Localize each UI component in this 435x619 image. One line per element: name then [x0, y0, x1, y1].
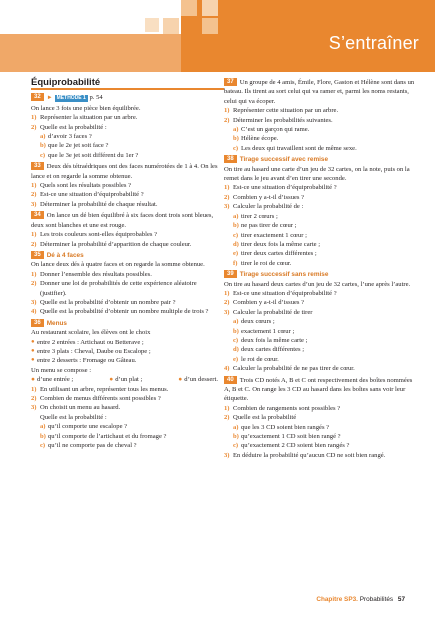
exercise-number: 38 — [224, 155, 237, 163]
exercise-statement: On lance un dé bien équilibré à six faces dont trois sont bleues, deux sont blanches et une est rouge. — [31, 212, 214, 229]
bullet-text: d’une entrée ; — [36, 376, 74, 384]
question-text: Est-ce une situation d’équiprobabilité ? — [40, 191, 144, 199]
exercise-34 — [31, 211, 224, 249]
exercise-statement: Trois CD notés A, B et C ont respectivement des boîtes nommées A, B et C. On range les 3 CD au hasard dans les boîtes sans voir leur étiquette. — [224, 376, 413, 403]
question-text: tirer le roi de cœur. — [241, 259, 292, 267]
exercise-36 — [31, 319, 224, 451]
exercise-statement: On lance 3 fois une pièce bien équilibrée. — [31, 104, 141, 112]
question-text: deux fois la même carte ; — [241, 336, 308, 344]
exercise-32 — [31, 93, 224, 160]
bullet-text: d’un dessert. — [184, 376, 218, 384]
sub-question: a) tirer 2 cœurs ; — [233, 212, 278, 220]
bullet-icon: ● — [31, 338, 35, 345]
arrow-right-icon: ► — [46, 95, 53, 102]
question-text: tirer deux fois la même carte ; — [241, 240, 321, 248]
question-text: Quels sont les résultats possibles ? — [40, 182, 132, 190]
sub-question: a) deux cœurs ; — [233, 318, 275, 326]
section-title: Équiprobabilité — [31, 78, 224, 90]
chapter-title: Probabilités — [359, 596, 394, 603]
right-column — [224, 78, 417, 460]
question: 2) Combien y a-t-il d’issues ? — [224, 193, 305, 201]
exercise-33 — [31, 162, 224, 209]
question-text: Est-ce une situation d’équiprobabilité ? — [233, 184, 337, 192]
bullet-icon: ● — [31, 347, 35, 354]
exercise-number: 40 — [224, 376, 237, 384]
sub-question: e) tirer deux cartes différentes ; — [233, 250, 317, 258]
sub-question: c) Les deux qui travaillent sont de même sexe. — [233, 144, 357, 152]
exercise-number: 35 — [31, 251, 44, 259]
sub-question: b) qu’il comporte de l’artichaut et du fromage ? — [40, 432, 167, 440]
question: 2) Est-ce une situation d’équiprobabilité ? — [31, 191, 144, 199]
exercise-statement: Un groupe de 4 amis, Émile, Flore, Gaston et Hélène sont dans un bateau. Ils tirent au sort celui qui va ramer et, parmi les noms restants, celui qui va écoper. — [224, 79, 415, 105]
question-text: Hélène écope. — [241, 135, 279, 143]
exercise-statement: Deux dés tétraédriques ont des faces numérotées de 1 à 4. On les lance et on regarde la somme obtenue. — [31, 163, 218, 180]
question-text: Est-ce une situation d’équiprobabilité ? — [233, 289, 337, 297]
question: 3) Calculer la probabilité de tirer — [224, 308, 313, 316]
question: 3) Déterminer la probabilité de chaque résultat. — [31, 200, 158, 208]
exercise-statement: On lance deux dés à quatre faces et on regarde la somme obtenue. — [31, 261, 205, 269]
page-header — [0, 0, 435, 72]
method-link[interactable]: MÉTHODE 1 — [56, 95, 86, 102]
question-text: tirer deux cartes différentes ; — [241, 250, 317, 258]
question-text: qu’exactement 1 CD soit bien rangé ? — [241, 433, 341, 441]
sub-question: c) deux fois la même carte ; — [233, 336, 308, 344]
question-text: d’avoir 3 faces ? — [48, 133, 92, 141]
exercise-number: 32 — [31, 93, 44, 101]
question: 3) En déduire la probabilité qu’aucun CD ne soit bien rangé. — [224, 451, 386, 459]
sub-question: b) Hélène écope. — [233, 135, 279, 143]
bullet-text: d’un plat ; — [115, 376, 143, 384]
question-text: Quelle est la probabilité d’obtenir un nombre multiple de trois ? — [40, 308, 209, 316]
exercise-38 — [224, 155, 417, 268]
question: 1) Donner l’ensemble des résultats possibles. — [31, 270, 152, 278]
question: 4) Calculer la probabilité de ne pas tirer de cœur. — [224, 365, 355, 373]
question-text: Combien y a-t-il d’issues ? — [233, 299, 305, 307]
question: 2) Quelle est la probabilité — [224, 414, 297, 422]
sub-question: c) tirer exactement 1 cœur ; — [233, 231, 307, 239]
bullet-icon: ● — [109, 376, 114, 384]
question-text: Les trois couleurs sont-elles équiprobables ? — [40, 231, 158, 239]
question-text: Calculer la probabilité de tirer — [233, 308, 313, 316]
exercise-statement: On tire au hasard deux cartes d’un jeu de 32 cartes, l’une après l’autre. — [224, 280, 411, 288]
page-number: 57 — [397, 596, 405, 603]
question-text: que les 3 CD soient bien rangés ? — [241, 423, 330, 431]
chapter-label: Chapitre SP3. — [316, 596, 358, 603]
exercise-number: 37 — [224, 78, 237, 86]
question: 4) Quelle est la probabilité d’obtenir un nombre multiple de trois ? — [31, 308, 209, 316]
exercise-title: Tirage successif sans remise — [239, 271, 329, 279]
question-text: Calculer la probabilité de ne pas tirer de cœur. — [233, 365, 355, 373]
decor-square — [181, 0, 197, 16]
exercise-39 — [224, 270, 417, 373]
bullet-row — [31, 375, 224, 384]
exercise-number: 34 — [31, 211, 44, 219]
question: 1) Représenter la situation par un arbre. — [31, 114, 138, 122]
question-text: tirer 2 cœurs ; — [241, 212, 278, 220]
exercise-37 — [224, 78, 417, 153]
decor-square — [202, 0, 218, 16]
question: 2) Déterminer la probabilité d’apparition de chaque couleur. — [31, 240, 192, 248]
sub-question: b) ne pas tirer de cœur ; — [233, 222, 297, 230]
sub-question: c) que le 3e jet soit différent du 1er ? — [40, 151, 139, 159]
question: 3) On choisit un menu au hasard. — [31, 404, 121, 412]
sub-question: f) tirer le roi de cœur. — [233, 259, 292, 267]
exercise-number: 39 — [224, 270, 237, 278]
question-text: Représenter cette situation par un arbre. — [233, 107, 339, 115]
left-column — [31, 78, 224, 450]
exercise-title: Menus — [46, 319, 67, 327]
question-text: Quelle est la probabilité d’obtenir un nombre pair ? — [40, 298, 176, 306]
question-text: Déterminer la probabilité d’apparition de chaque couleur. — [40, 240, 192, 248]
question-text: Donner l’ensemble des résultats possibles. — [40, 270, 152, 278]
exercise-statement: Un menu se compose : — [31, 366, 92, 374]
question-text: En utilisant un arbre, représenter tous les menus. — [40, 385, 169, 393]
question-text: Donner une loi de probabilités de cette expérience aléatoire (justifier). — [40, 280, 197, 297]
question-text: qu’il ne comporte pas de cheval ? — [48, 442, 137, 450]
question-text: Calculer la probabilité de : — [233, 203, 304, 211]
bullet-item — [31, 356, 224, 365]
sub-question: b) que le 2e jet soit face ? — [40, 142, 109, 150]
bullet-icon: ● — [31, 376, 35, 384]
exercise-statement: Au restaurant scolaire, les élèves ont le choix — [31, 329, 151, 337]
sub-question: d) tirer deux fois la même carte ; — [233, 240, 321, 248]
question-text: Déterminer la probabilité de chaque résultat. — [40, 200, 158, 208]
exercise-number: 36 — [31, 319, 44, 327]
question-text: tirer exactement 1 cœur ; — [241, 231, 307, 239]
question: 2) Quelle est la probabilité : — [31, 123, 107, 131]
sub-question: a) que les 3 CD soient bien rangés ? — [233, 423, 330, 431]
question: 1) Quels sont les résultats possibles ? — [31, 182, 132, 190]
question-text: Combien y a-t-il d’issues ? — [233, 193, 305, 201]
exercise-35 — [31, 251, 224, 317]
decor-square — [163, 18, 179, 34]
question: 3) Calculer la probabilité de : — [224, 203, 304, 211]
question-text: On choisit un menu au hasard. — [40, 404, 121, 412]
sub-question: c) qu’il ne comporte pas de cheval ? — [40, 442, 137, 450]
method-page: p. 54 — [89, 94, 103, 102]
bullet-item — [31, 347, 224, 356]
question-text: Représenter la situation par un arbre. — [40, 114, 138, 122]
question: 1) Est-ce une situation d’équiprobabilité ? — [224, 289, 337, 297]
bullet-item — [31, 338, 224, 347]
page-title: S’entraîner — [328, 33, 419, 53]
exercise-title: Dé à 4 faces — [46, 251, 84, 259]
bullet-icon: ● — [31, 357, 35, 364]
question-text: que le 2e jet soit face ? — [48, 142, 109, 150]
exercise-statement: On tire au hasard une carte d’un jeu de 32 cartes, on la note, puis on la remet dans le jeu avant d’en tirer une seconde. — [224, 165, 410, 183]
question-text: deux cartes différentes ; — [241, 346, 305, 354]
question: 1) En utilisant un arbre, représenter tous les menus. — [31, 385, 169, 393]
question: 2) Donner une loi de probabilités de cette expérience aléatoire (justifier). — [31, 279, 224, 298]
sub-question: b) qu’exactement 1 CD soit bien rangé ? — [233, 433, 341, 441]
sub-question: a) qu’il comporte une escalope ? — [40, 423, 128, 431]
question-text: ne pas tirer de cœur ; — [241, 222, 297, 230]
decor-square — [202, 18, 218, 34]
sub-question: c) qu’exactement 2 CD soient bien rangés ? — [233, 442, 350, 450]
exercise-title: Tirage successif avec remise — [239, 156, 329, 164]
question-text: exactement 1 cœur ; — [241, 327, 295, 335]
question-text: Combien de menus différents sont possibles ? — [40, 395, 161, 402]
question-text: Les deux qui travaillent sont de même sexe. — [241, 144, 357, 152]
question: 2) Combien y a-t-il d’issues ? — [224, 299, 305, 307]
question-text: Déterminer les probabilités suivantes. — [233, 116, 333, 124]
question: 2) Déterminer les probabilités suivantes. — [224, 116, 333, 124]
question-text: Quelle est la probabilité : — [40, 123, 107, 131]
question-text: qu’il comporte de l’artichaut et du fromage ? — [48, 432, 167, 440]
question: 1) Représenter cette situation par un arbre. — [224, 107, 339, 115]
bullet-icon: ● — [178, 376, 183, 384]
bullet-text: entre 2 desserts : Fromage ou Gâteau. — [37, 357, 137, 365]
question-text: deux cœurs ; — [241, 318, 275, 326]
sub-question: a) d’avoir 3 faces ? — [40, 133, 92, 141]
sub-question: d) deux cartes différentes ; — [233, 346, 305, 354]
question-text: qu’exactement 2 CD soient bien rangés ? — [241, 442, 350, 450]
sub-question: b) exactement 1 cœur ; — [233, 327, 295, 335]
question: 2) Combien de menus différents sont possibles ? — [31, 395, 161, 402]
exercise-40 — [224, 376, 417, 461]
question-text: Combien de rangements sont possibles ? — [233, 404, 341, 412]
sub-question: a) C’est un garçon qui rame. — [233, 126, 310, 134]
question: 1) Combien de rangements sont possibles ? — [224, 404, 341, 412]
question-text: que le 3e jet soit différent du 1er ? — [48, 151, 139, 159]
question-text: qu’il comporte une escalope ? — [48, 423, 128, 431]
sub-question: e) le roi de cœur. — [233, 355, 279, 363]
bullet-text: entre 2 entrées : Artichaut ou Betterave ; — [37, 338, 144, 346]
exercise-number: 33 — [31, 162, 44, 170]
question-text: le roi de cœur. — [241, 355, 279, 363]
question: 1) Les trois couleurs sont-elles équiprobables ? — [31, 231, 158, 239]
question-text: Quelle est la probabilité : — [40, 413, 107, 421]
page-footer — [316, 596, 405, 603]
question-text: Quelle est la probabilité — [233, 414, 297, 422]
question-text: C’est un garçon qui rame. — [241, 126, 310, 134]
bullet-text: entre 3 plats : Cheval, Daube ou Escalope ; — [37, 347, 151, 355]
question: 3) Quelle est la probabilité d’obtenir un nombre pair ? — [31, 298, 176, 306]
question-text: En déduire la probabilité qu’aucun CD ne soit bien rangé. — [233, 451, 386, 459]
question: 1) Est-ce une situation d’équiprobabilité ? — [224, 184, 337, 192]
decor-square — [145, 18, 159, 32]
